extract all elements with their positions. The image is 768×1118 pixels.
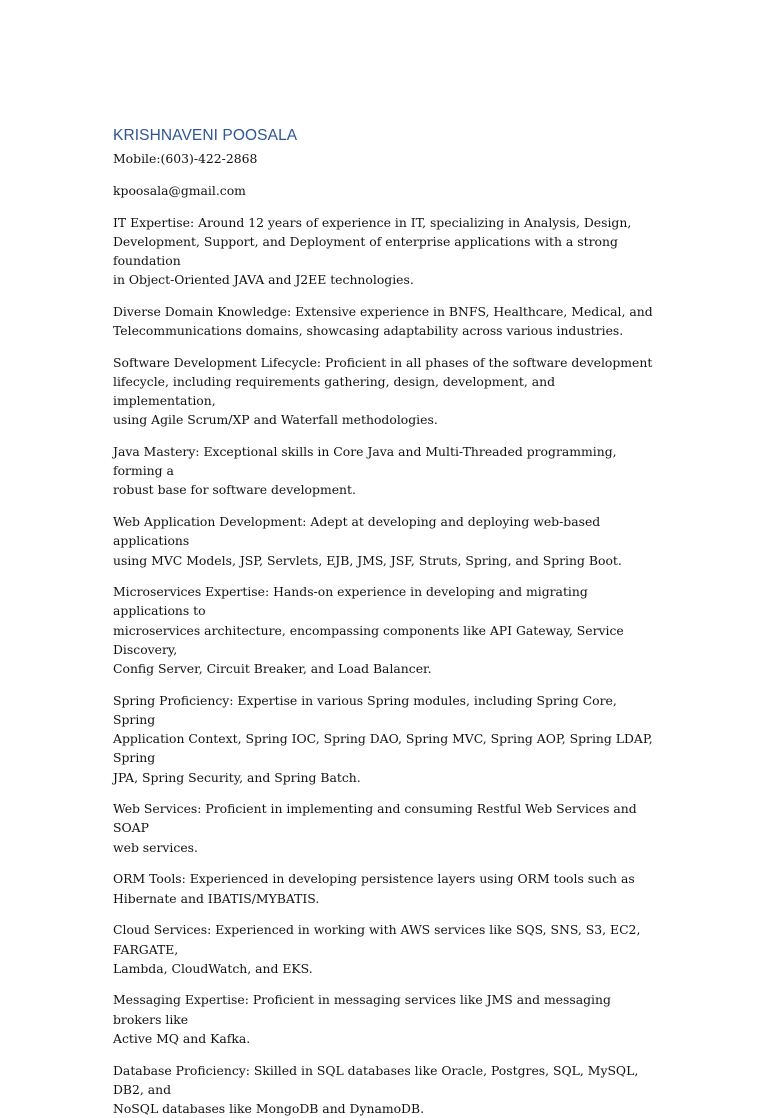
summary-web-app-development: Web Application Development: Adept at developing and deploying web-based applications using MVC Models, JSP, Servlets, EJB, JMS, JSF, Struts, Spring, and Spring Boot. [113, 514, 622, 568]
summary-messaging: Messaging Expertise: Proficient in messaging services like JMS and messaging brokers like Active MQ and Kafka. [113, 992, 611, 1046]
summary-cloud-services: Cloud Services: Experienced in working with AWS services like SQS, SNS, S3, EC2, FARGATE, Lambda, CloudWatch, and EKS. [113, 922, 641, 976]
summary-orm-tools: ORM Tools: Experienced in developing persistence layers using ORM tools such as Hibernate and IBATIS/MYBATIS. [113, 871, 635, 906]
summary-microservices: Microservices Expertise: Hands-on experience in developing and migrating applications to microservices architecture, encompassing components like API Gateway, Service Discovery, Config Server, Circuit Breaker, and Load Balancer. [113, 584, 624, 677]
email-address: kpoosala@gmail.com [113, 182, 246, 198]
summary-sdlc: Software Development Lifecycle: Proficient in all phases of the software development lifecycle, including requirements gathering, design, development, and implementation, using Agile Scrum/XP and Waterfall methodologies. [113, 354, 653, 428]
summary-it-expertise: IT Expertise: Around 12 years of experience in IT, specializing in Analysis, Design, Development, Support, and Deployment of enterprise applications with a strong foundation in Object-Oriented JAVA and J2EE technologies. [113, 214, 632, 288]
summary-java-mastery: Java Mastery: Exceptional skills in Core Java and Multi-Threaded programming, forming a robust base for software development. [113, 444, 617, 498]
summary-spring-proficiency: Spring Proficiency: Expertise in various Spring modules, including Spring Core, Spring Application Context, Spring IOC, Spring DAO, Spring MVC, Spring AOP, Spring LDAP, Spring JPA, Spring Security, and Spring Batch. [113, 692, 653, 785]
resume-page [113, 126, 658, 1118]
summary-database: Database Proficiency: Skilled in SQL databases like Oracle, Postgres, SQL, MySQL, DB2, and NoSQL databases like MongoDB and DynamoDB. [113, 1062, 639, 1116]
summary-domain-knowledge: Diverse Domain Knowledge: Extensive experience in BNFS, Healthcare, Medical, and Telecommunications domains, showcasing adaptability across various industries. [113, 303, 653, 339]
candidate-name: KRISHNAVENI POOSALA [113, 127, 298, 144]
mobile-number: Mobile:(603)-422-2868 [113, 151, 258, 166]
summary-web-services: Web Services: Proficient in implementing and consuming Restful Web Services and SOAP web services. [113, 801, 637, 855]
